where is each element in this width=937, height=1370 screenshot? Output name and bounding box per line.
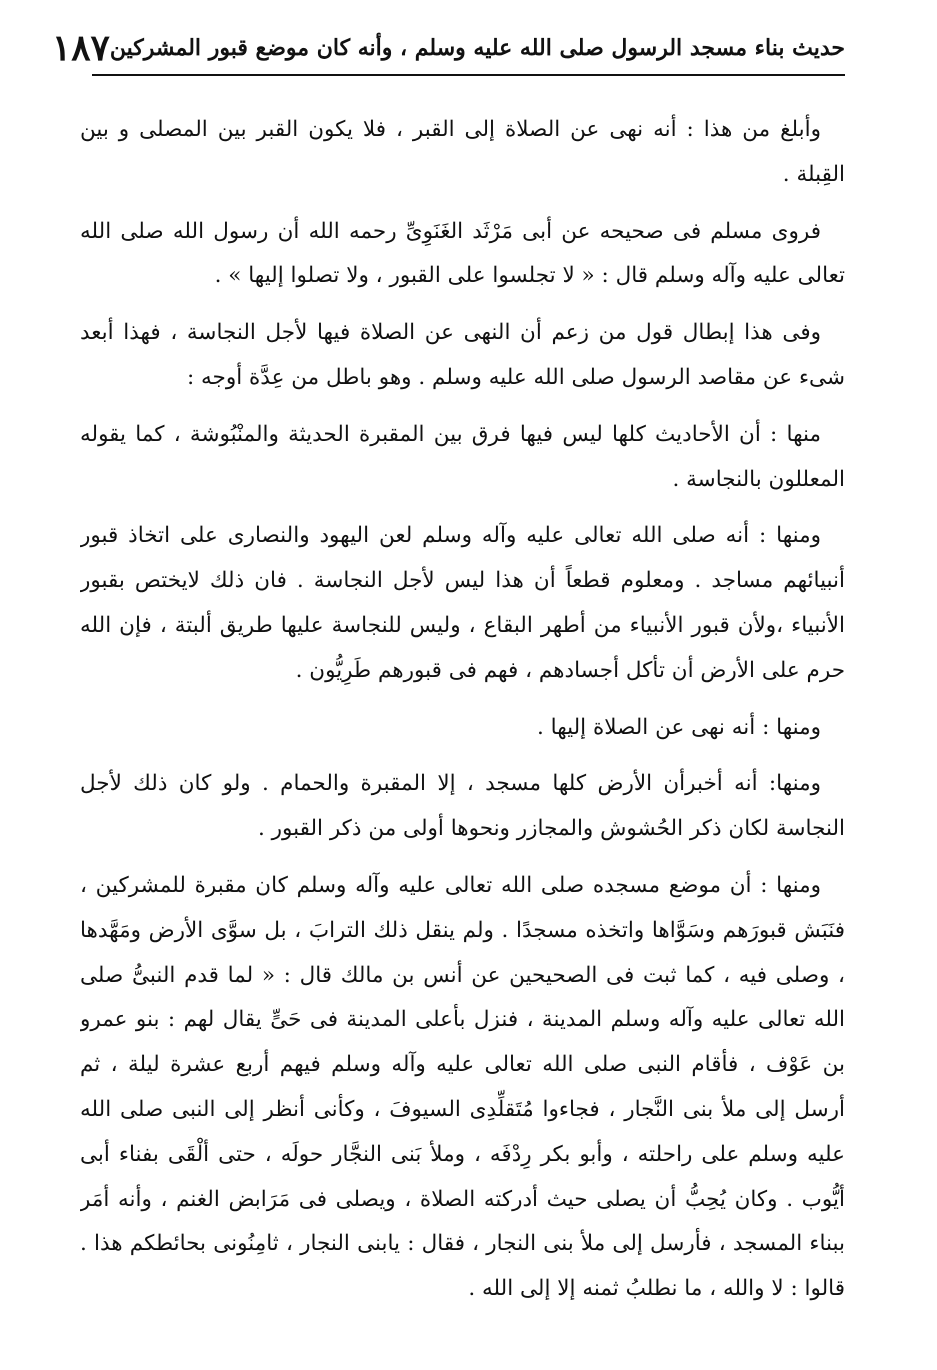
paragraph: منها : أن الأحاديث كلها ليس فيها فرق بين المقبرة الحديثة والمنْبُوشة ، كما يقوله المعللون بالنجاسة . [80, 421, 845, 492]
paragraph: ومنها : أنه نهى عن الصلاة إليها . [537, 714, 821, 740]
page-header [51, 22, 845, 76]
paragraph: وفى هذا إبطال قول من زعم أن النهى عن الصلاة فيها لأجل النجاسة ، فهذا أبعد شىء عن مقاصد الرسول صلى الله عليه وسلم . وهو باطل من عِدَّة أوجه : [80, 320, 845, 390]
running-title: حديث بناء مسجد الرسول صلى الله عليه وسلم ، وأنه كان موضع قبور المشركين [109, 35, 845, 61]
paragraph: ومنها: أنه أخبرأن الأرض كلها مسجد ، إلا المقبرة والحمام . ولو كان ذلك لأجل النجاسة لكان ذكر الحُشوش والمجازر ونحوها أولى من ذكر القبور . [80, 771, 845, 842]
paragraph: ومنها : أنه صلى الله تعالى عليه وآله وسلم لعن اليهود والنصارى على اتخاذ قبور أنبيائهم مساجد . ومعلوم قطعاً أن هذا ليس لأجل النجاسة . فان ذلك لايختص بقبور الأنبياء ،ولأن قبور الأنبياء من أطهر البقاع ، وليس للنجاسة عليها طريق ألبتة ، فإن الله حرم على الأرض أن تأكل أجسادهم ، فهم فى قبورهم طَرِيُّون . [80, 523, 845, 683]
paragraph: فروى مسلم فى صحيحه عن أبى مَرْثَد الغَنَوِىِّ رحمه الله أن رسول الله صلى الله تعالى عليه وآله وسلم قال : « لا تجلسوا على القبور ، ولا تصلوا إليها » . [80, 218, 845, 289]
paragraph: وأبلغ من هذا : أنه نهى عن الصلاة إلى القبر ، فلا يكون القبر بين المصلى و بين القِبلة . [80, 117, 845, 187]
paragraph: ومنها : أن موضع مسجده صلى الله تعالى عليه وآله وسلم كان مقبرة للمشركين ، فنَبَش قبورَهم وسَوَّاها واتخذه مسجدًا . ولم ينقل ذلك الترابَ ، بل سوَّى الأرض ومَهَّدها ، وصلى فيه ، كما ثبت فى الصحيحين عن أنس بن مالك قال : « لما قدم النبىُّ صلى الله تعالى عليه وآله وسلم المدينة ، فنزل بأعلى المدينة فى حَىٍّ يقال لهم : بنو عمرو بن عَوْف ، فأقام النبى صلى الله تعالى عليه وآله وسلم فيهم أربع عشرة ليلة ، ثم أرسل إلى ملأ بنى النَّجار ، فجاءوا مُتَقلِّدِى السيوفَ ، وكأنى أنظر إلى النبى صلى الله عليه وسلم على راحلته ، وأبو بكر رِدْفَه ، وملأ بَنى النجَّار حولَه ، حتى ألْقَى بفناء أبى أيُّوب . وكان يُحِبُّ أن يصلى حيث أدركته الصلاة ، ويصلى فى مَرَابض الغنم ، وأنه أمَر ببناء المسجد ، فأرسل إلى ملأ بنى النجار ، فقال : يابنى النجار ، ثامِنُونى بحائطكم هذا . قالوا : لا والله ، ما نطلبُ ثمنه إلا إلى الله . [80, 872, 845, 1302]
page-body [80, 108, 845, 1356]
page-number: ١٨٧ [51, 27, 110, 69]
